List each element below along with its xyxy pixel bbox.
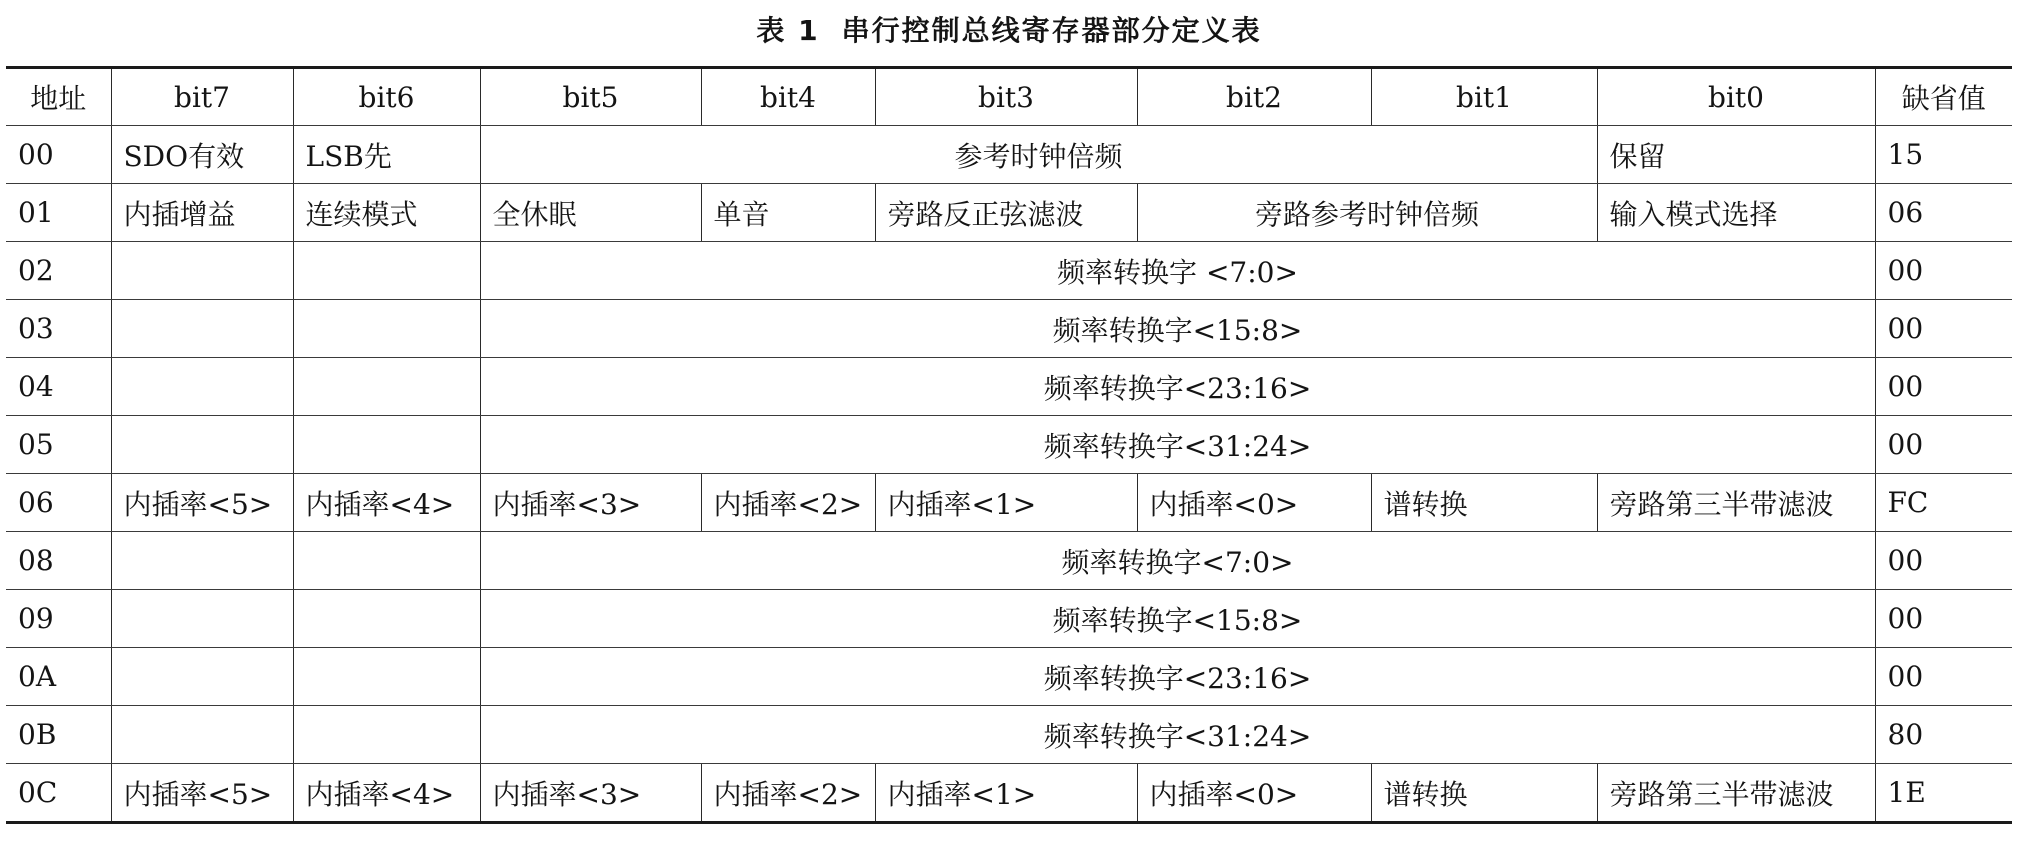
table-row bbox=[6, 532, 2012, 590]
bit-field-cell: 频率转换字<23:16> bbox=[480, 648, 1875, 706]
header-cell: 缺省值 bbox=[1875, 68, 2012, 126]
address-cell: 01 bbox=[6, 184, 111, 242]
default-value-cell: 00 bbox=[1875, 416, 2012, 474]
empty-cell bbox=[111, 706, 293, 764]
empty-cell bbox=[111, 416, 293, 474]
address-cell: 0B bbox=[6, 706, 111, 764]
bit-field-cell: 输入模式选择 bbox=[1597, 184, 1875, 242]
bit-field-cell: 内插增益 bbox=[111, 184, 293, 242]
bit-field-cell: 旁路第三半带滤波 bbox=[1597, 764, 1875, 823]
header-cell: bit1 bbox=[1371, 68, 1597, 126]
bit-field-cell: 频率转换字<7:0> bbox=[480, 532, 1875, 590]
table-row bbox=[6, 126, 2012, 184]
empty-cell bbox=[293, 532, 480, 590]
bit-field-cell: 内插率<0> bbox=[1137, 474, 1371, 532]
empty-cell bbox=[111, 648, 293, 706]
empty-cell bbox=[293, 706, 480, 764]
default-value-cell: 80 bbox=[1875, 706, 2012, 764]
bit-field-cell: 旁路参考时钟倍频 bbox=[1137, 184, 1597, 242]
default-value-cell: 00 bbox=[1875, 358, 2012, 416]
header-cell: bit7 bbox=[111, 68, 293, 126]
header-cell: bit0 bbox=[1597, 68, 1875, 126]
bit-field-cell: 保留 bbox=[1597, 126, 1875, 184]
bit-field-cell: 频率转换字<15:8> bbox=[480, 300, 1875, 358]
table-row bbox=[6, 764, 2012, 823]
empty-cell bbox=[293, 648, 480, 706]
table-row bbox=[6, 242, 2012, 300]
header-cell: bit5 bbox=[480, 68, 701, 126]
bit-field-cell: 频率转换字<31:24> bbox=[480, 416, 1875, 474]
bit-field-cell: 旁路反正弦滤波 bbox=[875, 184, 1137, 242]
bit-field-cell: 频率转换字<15:8> bbox=[480, 590, 1875, 648]
bit-field-cell: 频率转换字<23:16> bbox=[480, 358, 1875, 416]
empty-cell bbox=[111, 532, 293, 590]
address-cell: 0C bbox=[6, 764, 111, 823]
bit-field-cell: 连续模式 bbox=[293, 184, 480, 242]
register-table bbox=[6, 66, 2012, 824]
table-row bbox=[6, 474, 2012, 532]
bit-field-cell: SDO有效 bbox=[111, 126, 293, 184]
bit-field-cell: 内插率<1> bbox=[875, 474, 1137, 532]
default-value-cell: FC bbox=[1875, 474, 2012, 532]
address-cell: 08 bbox=[6, 532, 111, 590]
bit-field-cell: 单音 bbox=[701, 184, 875, 242]
address-cell: 09 bbox=[6, 590, 111, 648]
bit-field-cell: 参考时钟倍频 bbox=[480, 126, 1597, 184]
empty-cell bbox=[111, 300, 293, 358]
bit-field-cell: 内插率<3> bbox=[480, 764, 701, 823]
table-number: 表 1 bbox=[756, 14, 820, 47]
table-row bbox=[6, 706, 2012, 764]
bit-field-cell: 内插率<2> bbox=[701, 764, 875, 823]
bit-field-cell: 频率转换字 <7:0> bbox=[480, 242, 1875, 300]
address-cell: 02 bbox=[6, 242, 111, 300]
header-row bbox=[6, 68, 2012, 126]
default-value-cell: 00 bbox=[1875, 590, 2012, 648]
bit-field-cell: 内插率<4> bbox=[293, 474, 480, 532]
table-row bbox=[6, 590, 2012, 648]
bit-field-cell: 全休眠 bbox=[480, 184, 701, 242]
address-cell: 06 bbox=[6, 474, 111, 532]
empty-cell bbox=[111, 358, 293, 416]
header-cell: bit3 bbox=[875, 68, 1137, 126]
empty-cell bbox=[111, 242, 293, 300]
bit-field-cell: 频率转换字<31:24> bbox=[480, 706, 1875, 764]
bit-field-cell: 内插率<5> bbox=[111, 764, 293, 823]
address-cell: 03 bbox=[6, 300, 111, 358]
bit-field-cell: 内插率<0> bbox=[1137, 764, 1371, 823]
empty-cell bbox=[293, 242, 480, 300]
bit-field-cell: 旁路第三半带滤波 bbox=[1597, 474, 1875, 532]
bit-field-cell: 内插率<1> bbox=[875, 764, 1137, 823]
header-cell: bit6 bbox=[293, 68, 480, 126]
address-cell: 0A bbox=[6, 648, 111, 706]
bit-field-cell: 谱转换 bbox=[1371, 764, 1597, 823]
default-value-cell: 00 bbox=[1875, 242, 2012, 300]
empty-cell bbox=[293, 358, 480, 416]
address-cell: 04 bbox=[6, 358, 111, 416]
address-cell: 00 bbox=[6, 126, 111, 184]
default-value-cell: 1E bbox=[1875, 764, 2012, 823]
table-row bbox=[6, 648, 2012, 706]
default-value-cell: 00 bbox=[1875, 648, 2012, 706]
bit-field-cell: 内插率<2> bbox=[701, 474, 875, 532]
table-title: 串行控制总线寄存器部分定义表 bbox=[841, 14, 1262, 47]
header-cell: bit2 bbox=[1137, 68, 1371, 126]
empty-cell bbox=[293, 590, 480, 648]
table-caption bbox=[0, 6, 2018, 56]
empty-cell bbox=[293, 300, 480, 358]
header-cell: 地址 bbox=[6, 68, 111, 126]
bit-field-cell: 内插率<3> bbox=[480, 474, 701, 532]
bit-field-cell: 谱转换 bbox=[1371, 474, 1597, 532]
default-value-cell: 00 bbox=[1875, 300, 2012, 358]
default-value-cell: 06 bbox=[1875, 184, 2012, 242]
default-value-cell: 00 bbox=[1875, 532, 2012, 590]
table-row bbox=[6, 358, 2012, 416]
table-row bbox=[6, 416, 2012, 474]
empty-cell bbox=[293, 416, 480, 474]
default-value-cell: 15 bbox=[1875, 126, 2012, 184]
table-row bbox=[6, 184, 2012, 242]
bit-field-cell: 内插率<4> bbox=[293, 764, 480, 823]
table-row bbox=[6, 300, 2012, 358]
bit-field-cell: LSB先 bbox=[293, 126, 480, 184]
header-cell: bit4 bbox=[701, 68, 875, 126]
empty-cell bbox=[111, 590, 293, 648]
address-cell: 05 bbox=[6, 416, 111, 474]
bit-field-cell: 内插率<5> bbox=[111, 474, 293, 532]
